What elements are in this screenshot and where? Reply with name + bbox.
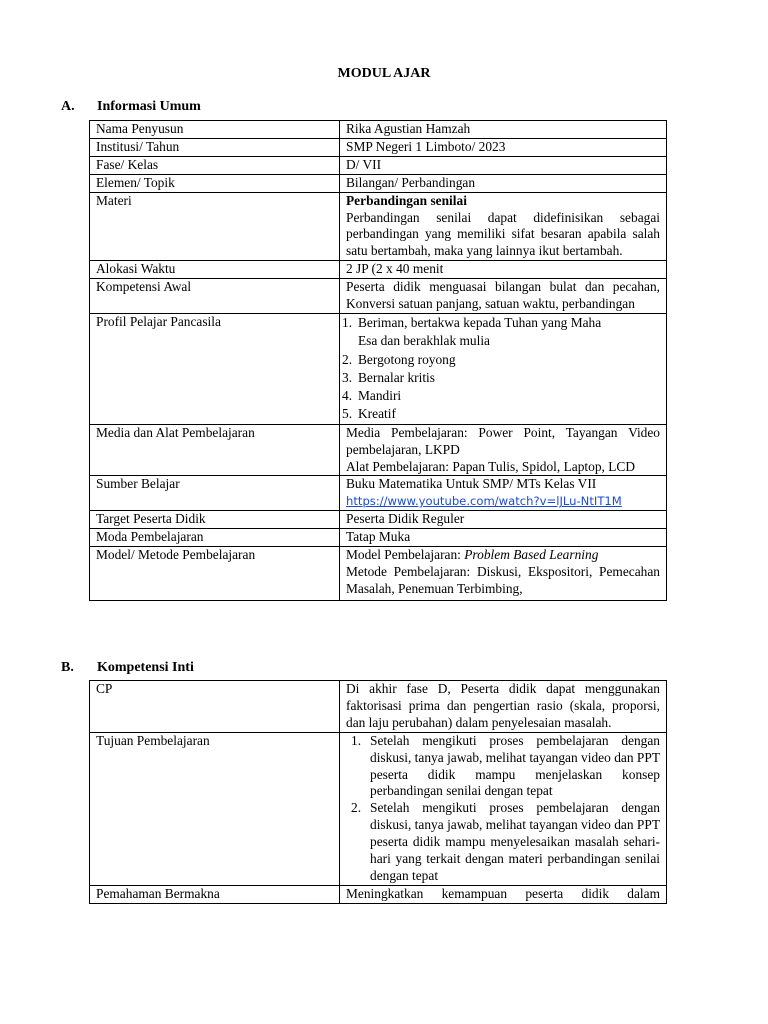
list-text: Bernalar kritis (358, 369, 435, 385)
row-value: Bilangan/ Perbandingan (340, 174, 667, 192)
table-row (90, 885, 667, 903)
list-item (342, 369, 660, 387)
section-a-heading (61, 99, 201, 116)
section-b-letter: B. (61, 660, 74, 675)
table-row (90, 313, 667, 424)
row-value: Peserta Didik Reguler (340, 511, 667, 529)
list-number: 5. (342, 406, 353, 422)
section-a-title: Informasi Umum (97, 99, 201, 114)
list-item (342, 351, 660, 369)
list-text: Mandiri (358, 388, 402, 404)
row-value: D/ VII (340, 156, 667, 174)
materi-heading: Perbandingan senilai (346, 192, 467, 208)
row-key: Fase/ Kelas (90, 156, 340, 174)
row-key: Materi (90, 192, 340, 261)
youtube-link[interactable]: https://www.youtube.com/watch?v=lJLu-NtIT1M (346, 494, 622, 509)
row-value: Meningkatkan kemampuan peserta didik dalam (340, 885, 667, 903)
table-row (90, 424, 667, 476)
list-text-continuation: Esa dan berakhlak mulia (358, 333, 490, 349)
row-key: Institusi/ Tahun (90, 138, 340, 156)
row-value: SMP Negeri 1 Limboto/ 2023 (340, 138, 667, 156)
section-b-title: Kompetensi Inti (97, 660, 194, 675)
table-row (90, 732, 667, 885)
row-value: Di akhir fase D, Peserta didik dapat menggunakan faktorisasi prima dan pengertian rasio (skala, proporsi, dan laju perubahan) dalam penyelesaian masalah. (340, 681, 667, 733)
row-value (340, 476, 667, 511)
list-item (346, 733, 660, 801)
tujuan-list (346, 733, 660, 885)
row-value: 2 JP (2 x 40 menit (340, 261, 667, 279)
list-number: 2. (351, 800, 362, 816)
row-key: CP (90, 681, 340, 733)
kompetensi-inti-table (89, 680, 667, 904)
row-key: Media dan Alat Pembelajaran (90, 424, 340, 476)
row-value: Tatap Muka (340, 529, 667, 547)
list-text: Kreatif (358, 406, 396, 422)
metode-text: Metode Pembelajaran: Diskusi, Ekspositori, Pemecahan Masalah, Penemuan Terbimbing, (346, 564, 660, 596)
row-key: Nama Penyusun (90, 121, 340, 139)
alat-text: Alat Pembelajaran: Papan Tulis, Spidol, Laptop, LCD (346, 458, 635, 474)
table-row (90, 121, 667, 139)
list-number: 1. (342, 314, 353, 330)
section-a-letter: A. (61, 99, 75, 114)
media-text: Media Pembelajaran: Power Point, Tayangan Video pembelajaran, LKPD (346, 424, 660, 457)
table-row (90, 529, 667, 547)
sumber-book: Buku Matematika Untuk SMP/ MTs Kelas VII (346, 476, 597, 492)
list-item (342, 405, 660, 423)
informasi-umum-table (89, 120, 667, 601)
table-row (90, 511, 667, 529)
table-row (90, 261, 667, 279)
list-item (342, 387, 660, 405)
list-number: 4. (342, 388, 353, 404)
row-value: Peserta didik menguasai bilangan bulat dan pecahan, Konversi satuan panjang, satuan waktu, perbandingan (340, 279, 667, 314)
list-item (342, 314, 660, 351)
row-value (340, 424, 667, 476)
list-text: Beriman, bertakwa kepada Tuhan yang Maha (358, 314, 602, 330)
table-row (90, 174, 667, 192)
profil-list (342, 314, 660, 424)
list-text: Bergotong royong (358, 351, 456, 367)
list-number: 2. (342, 351, 353, 367)
row-key: Pemahaman Bermakna (90, 885, 340, 903)
row-key: Alokasi Waktu (90, 261, 340, 279)
table-row (90, 279, 667, 314)
row-value (340, 313, 667, 424)
list-text: Setelah mengikuti proses pembelajaran dengan diskusi, tanya jawab, melihat tayangan video dan PPT peserta didik mampu menjelaskan konsep perbandingan senilai dengan tepat (370, 732, 660, 799)
row-key: Target Peserta Didik (90, 511, 340, 529)
row-key: Tujuan Pembelajaran (90, 732, 340, 885)
model-text (346, 547, 660, 564)
section-b-heading (61, 660, 194, 677)
document-title: MODUL AJAR (337, 66, 431, 81)
table-row (90, 681, 667, 733)
row-value (340, 547, 667, 601)
row-key: Profil Pelajar Pancasila (90, 313, 340, 424)
table-row (90, 156, 667, 174)
model-name: Problem Based Learning (464, 547, 599, 563)
row-key: Model/ Metode Pembelajaran (90, 547, 340, 601)
row-value (340, 732, 667, 885)
list-number: 3. (342, 369, 353, 385)
table-row (90, 547, 667, 601)
table-row (90, 192, 667, 261)
row-value (340, 192, 667, 261)
row-value: Rika Agustian Hamzah (340, 121, 667, 139)
list-number: 1. (351, 732, 362, 748)
materi-text: Perbandingan senilai dapat didefinisikan sebagai perbandingan yang memiliki sifat besaran apabila salah satu bertambah, maka yang lainnya ikut bertambah. (346, 209, 660, 259)
row-key: Elemen/ Topik (90, 174, 340, 192)
model-prefix: Model Pembelajaran: (346, 547, 465, 563)
row-key: Moda Pembelajaran (90, 529, 340, 547)
list-item (346, 800, 660, 885)
table-row (90, 476, 667, 511)
row-key: Sumber Belajar (90, 476, 340, 511)
table-row (90, 138, 667, 156)
row-key: Kompetensi Awal (90, 279, 340, 314)
list-text: Setelah mengikuti proses pembelajaran dengan diskusi, tanya jawab, melihat tayangan video dan PPT peserta didik mampu menyelesaikan masalah sehari-hari yang terkait dengan materi perbandingan senilai dengan tepat (370, 800, 660, 883)
